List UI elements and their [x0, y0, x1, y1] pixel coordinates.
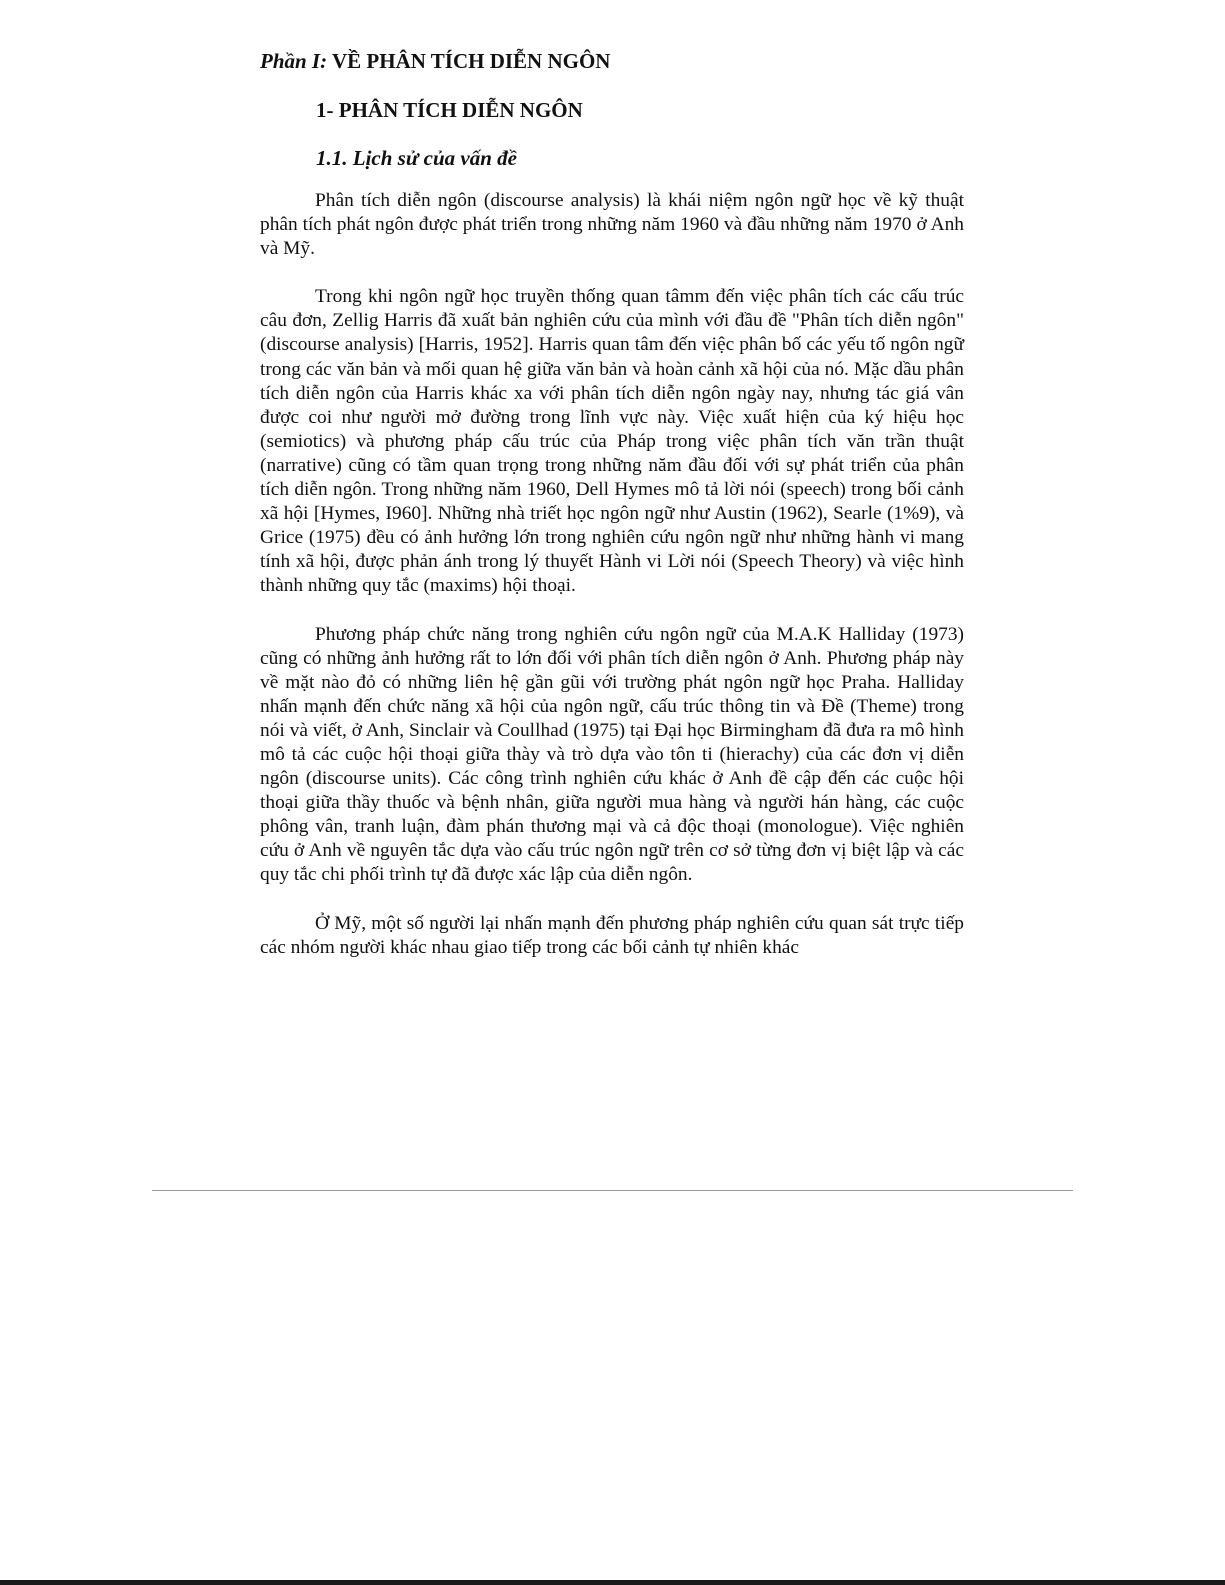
paragraph-2: Trong khi ngôn ngữ học truyền thống quan tâmm đến việc phân tích các cấu trúc câu đơn, Zellig Harris đã xuất bản nghiên cứu của mình với đầu đề "Phân tích diễn ngôn" (discourse analysis) [Harris, 1952]. Harris quan tâm đến việc phân bố các yếu tố ngôn ngữ trong các văn bản và mối quan hệ giữa văn bản và hoàn cảnh xã hội của nó. Mặc dầu phân tích diễn ngôn của Harris khác xa với phân tích diễn ngôn ngày nay, nhưng tác giá vân được coi như người mở đường trong lĩnh vực này. Việc xuất hiện của ký hiệu học (semiotics) và phương pháp cấu trúc của Pháp trong việc phân tích văn trần thuật (narrative) cũng có tầm quan trọng trong những năm đầu đối với sự phát triển của phân tích diễn ngôn. Trong những năm 1960, Dell Hymes mô tả lời nói (speech) trong bối cảnh xã hội [Hymes, I960]. Những nhà triết học ngôn ngữ như Austin (1962), Searle (1%9), và Grice (1975) đều có ảnh hưởng lớn trong nghiên cứu ngôn ngữ như những hành vi mang tính xã hội, được phản ánh trong lý thuyết Hành vi Lời nói (Speech Theory) và việc hình thành những quy tắc (maxims) hội thoại. — [260, 286, 964, 597]
page-content — [260, 46, 964, 960]
paragraph-4: Ở Mỹ, một số người lại nhấn mạnh đến phương pháp nghiên cứu quan sát trực tiếp các nhóm người khác nhau giao tiếp trong các bối cảnh tự nhiên khác — [260, 912, 964, 958]
subsection-heading: 1.1. Lịch sử của vấn đề — [316, 146, 517, 170]
part-title: VỀ PHÂN TÍCH DIỄN NGÔN — [327, 49, 611, 73]
page-bottom-edge — [0, 1580, 1225, 1585]
paragraph-1: Phân tích diễn ngôn (discourse analysis) là khái niệm ngôn ngữ học về kỹ thuật phân tích phát ngôn được phát triển trong những năm 1960 và đầu những năm 1970 ở Anh và Mỹ. — [260, 190, 964, 260]
page-divider — [152, 1190, 1073, 1191]
part-heading — [260, 46, 964, 76]
part-label: Phần I: — [260, 49, 328, 73]
section-heading: 1- PHÂN TÍCH DIỄN NGÔN — [316, 98, 583, 122]
paragraph-3: Phương pháp chức năng trong nghiên cứu ngôn ngữ của M.A.K Halliday (1973) cũng có những ảnh hưởng rất to lớn đối với phân tích diễn ngôn ở Anh. Phương pháp này về mặt nào đỏ có những liên hệ gần gũi với trường phát ngôn ngữ học Praha. Halliday nhấn mạnh đến chức năng xã hội của ngôn ngữ, cấu trúc thông tin và Đề (Theme) trong nói và viết, ở Anh, Sinclair và Coullhad (1975) tại Đại học Birmingham đã đưa ra mô hình mô tả các cuộc hội thoại giữa thày và trò dựa vào tôn ti (hierachy) của các đơn vị diễn ngôn (discourse units). Các công trình nghiên cứu khác ở Anh đề cập đến các cuộc hội thoại giữa thầy thuốc và bệnh nhân, giữa người mua hàng và người hán hàng, các cuộc phông vân, tranh luận, đàm phán thương mại và cả độc thoại (monologue). Việc nghiên cứu ở Anh về nguyên tắc dựa vào cấu trúc ngôn ngữ trên cơ sở từng đơn vị biệt lập và các quy tắc chi phối trình tự đã được xác lập của diễn ngôn. — [260, 623, 964, 886]
